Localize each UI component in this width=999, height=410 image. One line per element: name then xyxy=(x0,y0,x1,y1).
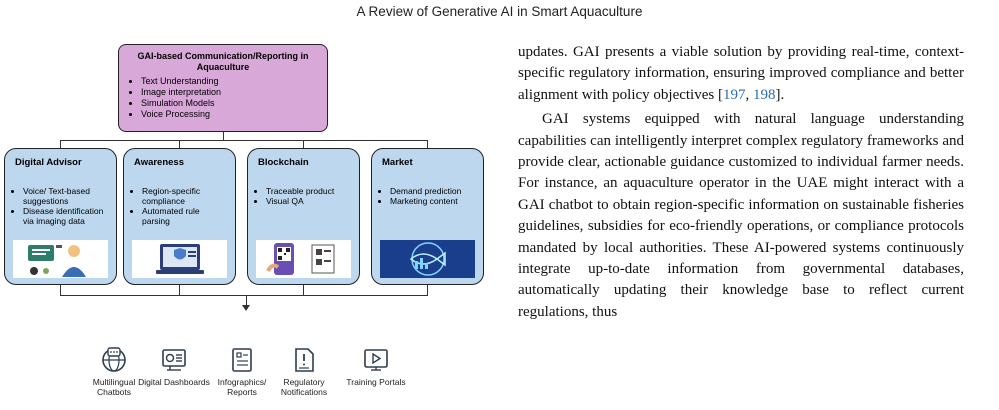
card-list xyxy=(378,186,477,206)
body-text-column xyxy=(518,42,964,323)
connector xyxy=(60,285,61,295)
channel-digital-dashboards xyxy=(138,346,210,387)
connector xyxy=(427,140,428,148)
card-awareness xyxy=(123,148,236,285)
card-item: • Traceable product xyxy=(266,186,353,196)
qr-phone-icon xyxy=(256,240,351,278)
card-blockchain xyxy=(247,148,360,285)
card-item: • Disease identification via imaging data xyxy=(23,206,110,226)
connector xyxy=(60,140,61,148)
connector xyxy=(303,285,304,295)
dashboard-icon xyxy=(160,346,188,374)
channel-regulatory-notifications xyxy=(268,346,340,397)
card-list xyxy=(254,186,353,206)
connector xyxy=(223,132,224,140)
paragraph: GAI systems equipped with natural language understanding capabilities can intelligently interpret complex regulatory frameworks and provide clear, actionable guidance customized to individual farmer needs. For instance, an aquaculture operator in the UAE might interact with a GAI chatbot to obtain region-specific information on sustainable fisheries guidelines, subsidies for eco-friendly operations, or compliance protocols mandated by local authorities. These AI-powered systems continuously integrate up-to-date information from governmental databases, automatically updating their knowledge base to reflect current regulations, thus xyxy=(518,111,964,320)
card-item: • Voice/ Text-based suggestions xyxy=(23,186,110,206)
gai-box-item: • Image interpretation xyxy=(141,87,319,98)
card-item: • Region-specific compliance xyxy=(142,186,229,206)
card-item: • Marketing content xyxy=(390,196,477,206)
gai-box-item: • Voice Processing xyxy=(141,109,319,120)
card-market xyxy=(371,148,484,285)
citation-separator: , xyxy=(745,86,753,103)
paragraph xyxy=(518,42,964,106)
chat-globe-icon xyxy=(100,346,128,374)
connector xyxy=(427,285,428,295)
connector xyxy=(60,140,428,141)
gai-communication-box xyxy=(118,44,328,132)
notification-doc-icon xyxy=(290,346,318,374)
channel-training-portals xyxy=(340,346,412,387)
channel-label: Digital Dashboards xyxy=(138,377,210,387)
citation-link[interactable]: 197 xyxy=(722,86,746,103)
card-item: • Visual QA xyxy=(266,196,353,206)
card-item: • Demand prediction xyxy=(390,186,477,196)
card-title: Market xyxy=(382,157,413,168)
gai-box-item: • Simulation Models xyxy=(141,98,319,109)
channel-label: Multilingual Chatbots xyxy=(92,377,136,397)
channel-label: Training Portals xyxy=(346,377,406,387)
card-title: Digital Advisor xyxy=(15,157,82,168)
connector xyxy=(60,295,428,296)
figure xyxy=(0,40,460,410)
card-item: • Automated rule parsing xyxy=(142,206,229,226)
advisor-icon xyxy=(13,240,108,278)
citation-link[interactable]: 198 xyxy=(752,86,776,103)
channel-label: Regulatory Notifications xyxy=(280,377,328,397)
running-header: A Review of Generative AI in Smart Aquaculture xyxy=(356,4,643,19)
fish-chart-icon xyxy=(380,240,475,278)
connector xyxy=(303,140,304,148)
paragraph-text: ]. xyxy=(775,86,785,103)
card-title: Awareness xyxy=(134,157,184,168)
video-portal-icon xyxy=(362,346,390,374)
report-icon xyxy=(228,346,256,374)
laptop-shield-icon xyxy=(132,240,227,278)
card-digital-advisor xyxy=(4,148,117,285)
paragraph-text: updates. GAI presents a viable solution by providing real-time, context-specific regulatory information, ensuring improved compliance and better alignment with policy objectives [ xyxy=(518,44,964,103)
card-list xyxy=(11,186,110,226)
card-list xyxy=(130,186,229,226)
gai-box-title: GAI-based Communication/Reporting in Aquaculture xyxy=(137,51,309,72)
gai-box-list xyxy=(127,76,319,120)
card-title: Blockchain xyxy=(258,157,309,168)
connector xyxy=(179,140,180,148)
channel-label: Infographics/ Reports xyxy=(217,377,267,397)
connector xyxy=(179,285,180,295)
gai-box-item: • Text Understanding xyxy=(141,76,319,87)
